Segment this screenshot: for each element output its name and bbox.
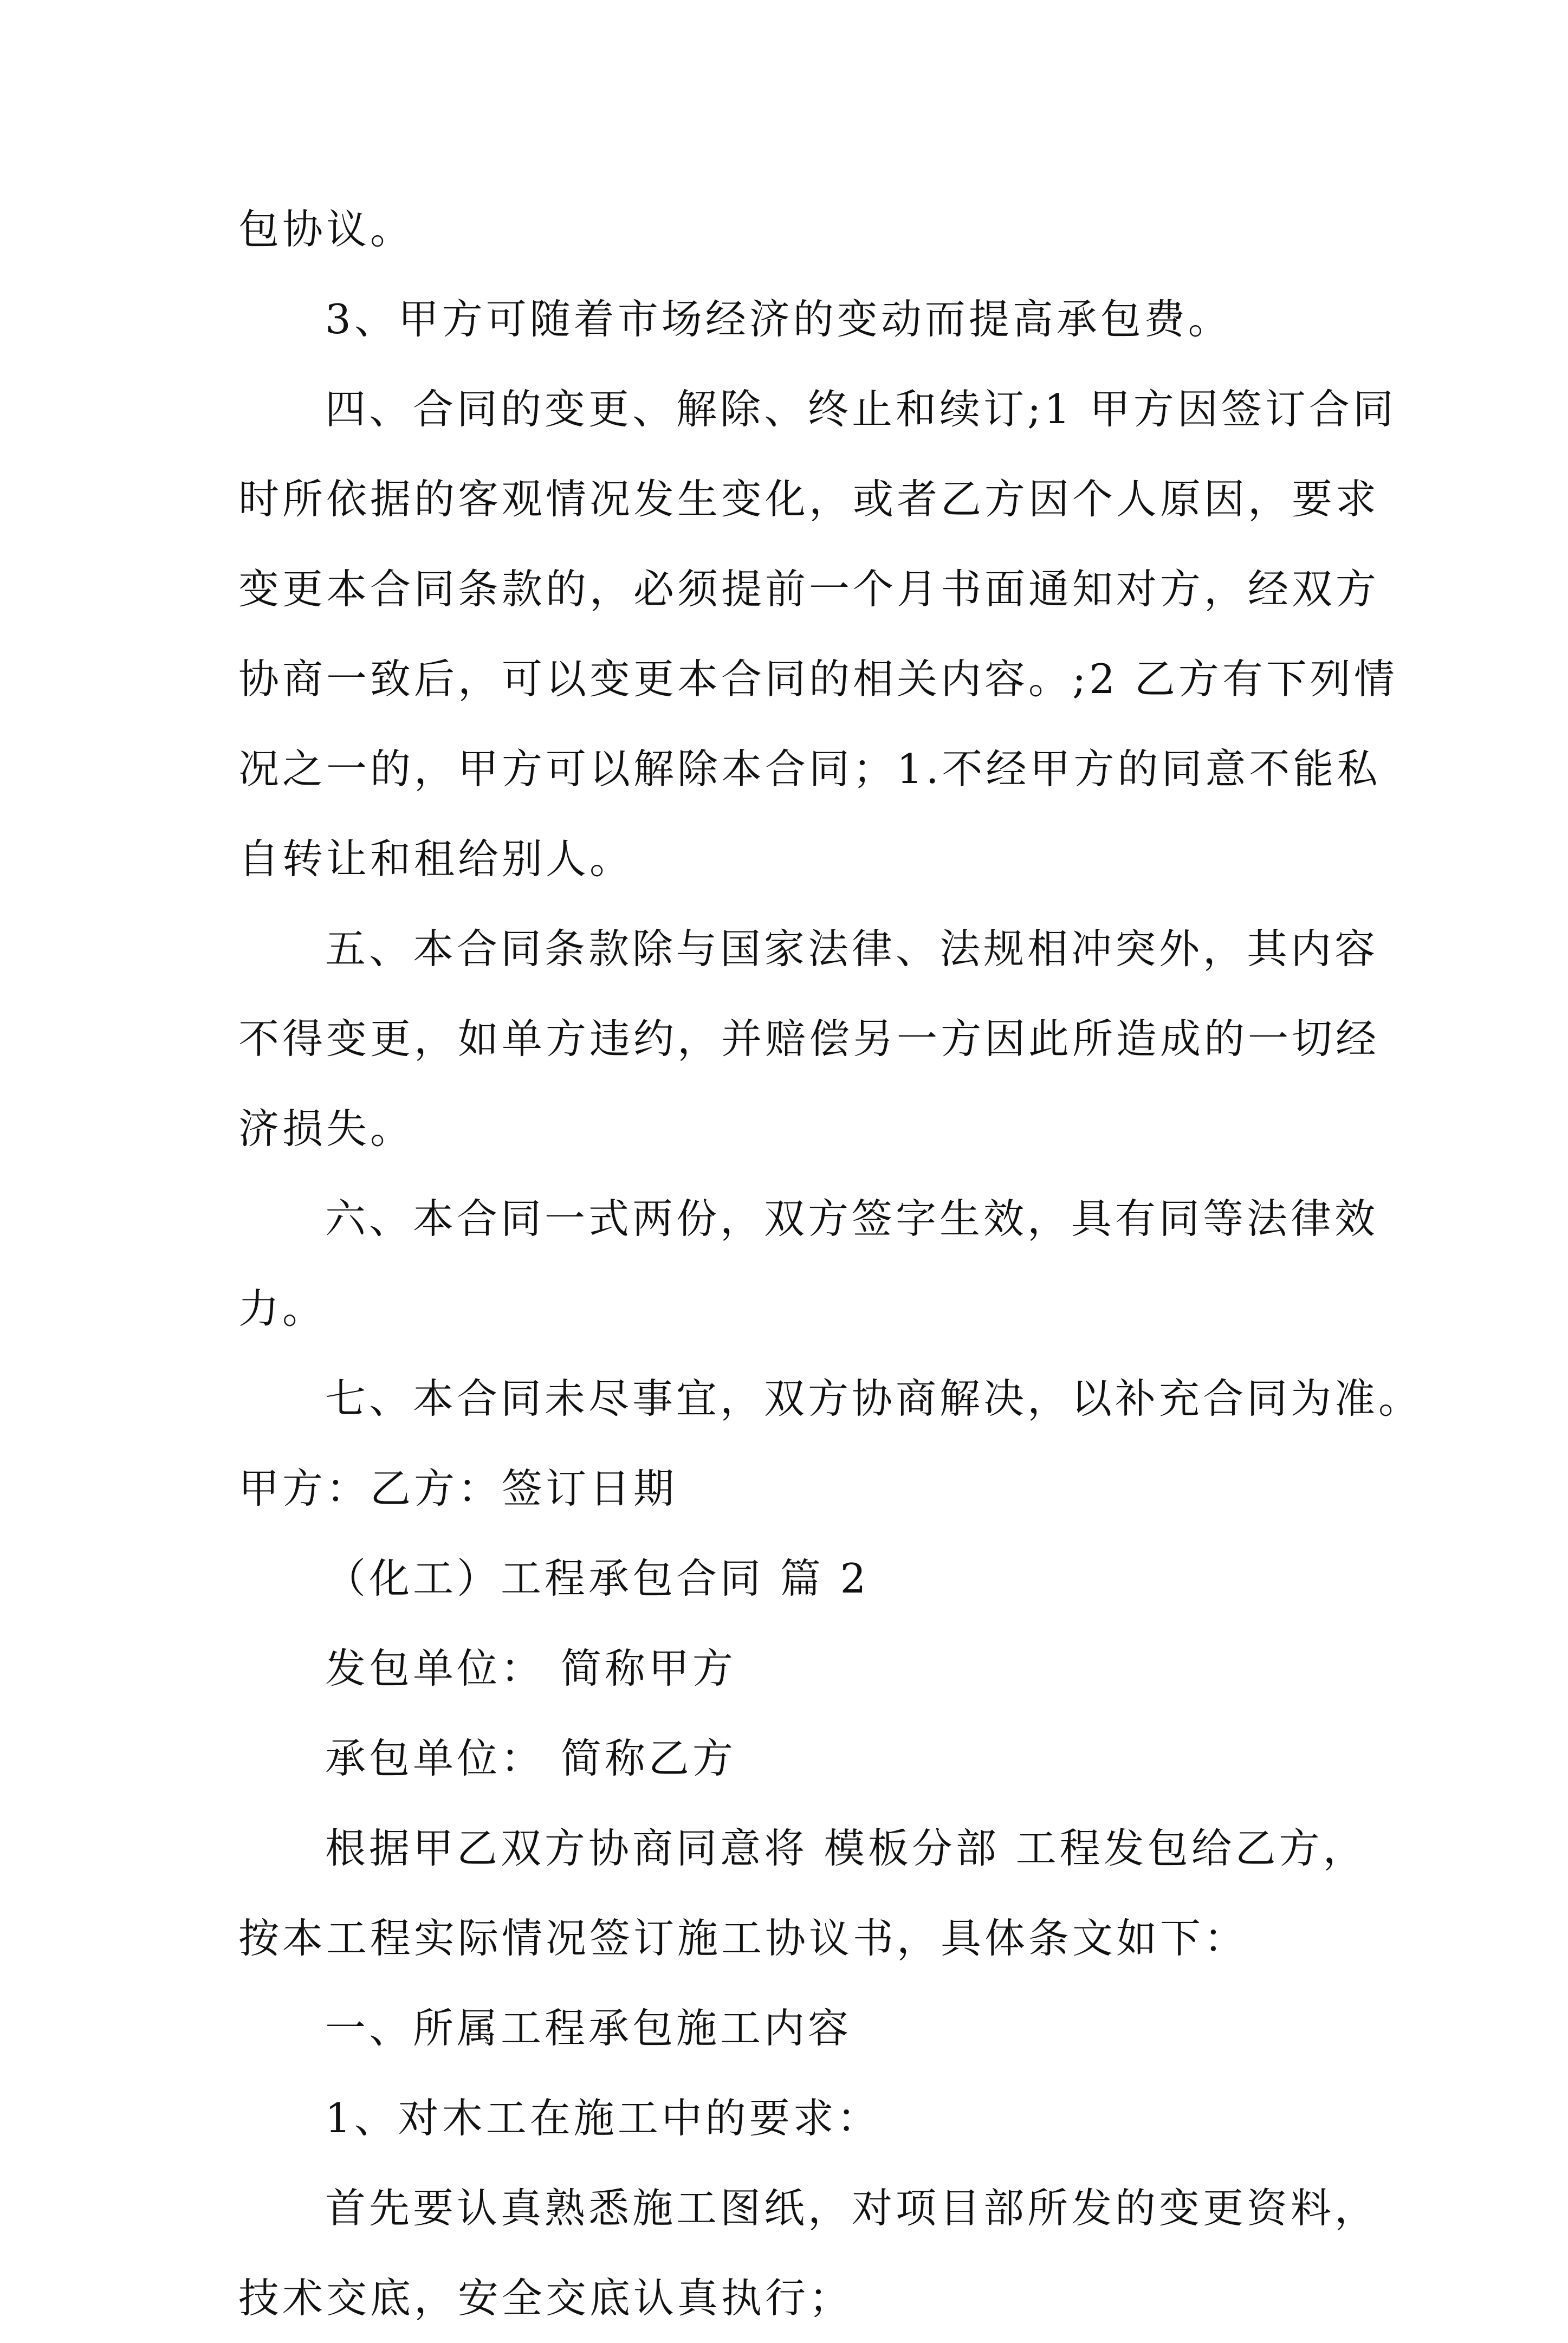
text-line: 3、甲方可随着市场经济的变动而提高承包费。 bbox=[325, 295, 1232, 343]
text-line: 四、合同的变更、解除、终止和续订;1 甲方因签订合同 bbox=[325, 385, 1397, 433]
text-line: 况之一的，甲方可以解除本合同；1.不经甲方的同意不能私 bbox=[238, 745, 1381, 793]
paragraph-5 bbox=[238, 1174, 1379, 1354]
text-line: 自转让和租给别人。 bbox=[238, 835, 634, 883]
text-line: 1、对木工在施工中的要求： bbox=[325, 2094, 881, 2142]
contractor-receiver-field bbox=[238, 1713, 1344, 1803]
text-line: 协商一致后，可以变更本合同的相关内容。;2 乙方有下列情 bbox=[238, 655, 1398, 703]
text-line: 六、本合同一式两份，双方签字生效，具有同等法律效 bbox=[325, 1195, 1379, 1242]
paragraph-4 bbox=[238, 904, 1380, 1174]
text-line: 济损失。 bbox=[238, 1105, 414, 1153]
text-line: 甲方：乙方：签订日期 bbox=[238, 1465, 678, 1512]
text-line: 首先要认真熟悉施工图纸，对项目部所发的变更资料， bbox=[325, 2184, 1379, 2232]
text-line: 七、本合同未尽事宜，双方协商解决，以补充合同为准。 bbox=[325, 1375, 1423, 1422]
text-line: （化工）工程承包合同 篇 2 bbox=[325, 1555, 870, 1602]
paragraph-requirements bbox=[238, 2163, 1379, 2343]
clause-item-1 bbox=[238, 2073, 1344, 2163]
text-line: 变更本合同条款的，必须提前一个月书面通知对方，经双方 bbox=[238, 565, 1380, 613]
section-heading bbox=[238, 1533, 1344, 1623]
text-line: 根据甲乙双方协商同意将 模板分部 工程发包给乙方， bbox=[325, 1824, 1367, 1872]
paragraph-1 bbox=[238, 184, 1344, 274]
text-line: 承包单位： 简称乙方 bbox=[325, 1734, 736, 1782]
paragraph-2 bbox=[238, 274, 1344, 364]
text-line: 不得变更，如单方违约，并赔偿另一方因此所造成的一切经 bbox=[238, 1015, 1380, 1063]
text-line: 技术交底，安全交底认真执行； bbox=[238, 2274, 853, 2322]
text-line: 五、本合同条款除与国家法律、法规相冲突外，其内容 bbox=[325, 925, 1379, 973]
text-line: 一、所属工程承包施工内容 bbox=[325, 2004, 852, 2052]
text-line: 时所依据的客观情况发生变化，或者乙方因个人原因，要求 bbox=[238, 475, 1380, 523]
paragraph-3 bbox=[238, 364, 1398, 904]
clause-heading-1 bbox=[238, 1983, 1344, 2073]
contractor-issuer-field bbox=[238, 1623, 1344, 1713]
paragraph-6 bbox=[238, 1354, 1423, 1533]
text-line: 发包单位： 简称甲方 bbox=[325, 1645, 736, 1692]
paragraph-intro bbox=[238, 1803, 1367, 1983]
text-line: 包协议。 bbox=[238, 205, 414, 253]
text-line: 按本工程实际情况签订施工协议书，具体条文如下： bbox=[238, 1914, 1248, 1962]
document-body bbox=[238, 184, 1423, 2343]
text-line: 力。 bbox=[238, 1285, 327, 1332]
